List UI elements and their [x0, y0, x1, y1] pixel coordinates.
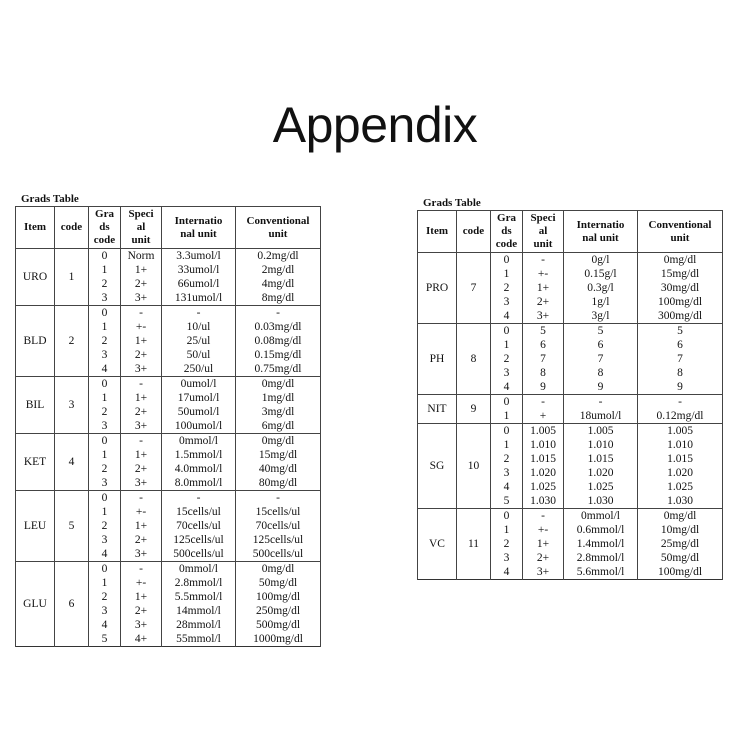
special-unit-cell: -: [523, 253, 564, 268]
item-cell: URO: [16, 249, 55, 306]
conventional-unit-cell: 9: [638, 380, 723, 395]
grads-code-cell: 2: [491, 352, 523, 366]
item-cell: BLD: [16, 306, 55, 377]
international-unit-cell: 3g/l: [564, 309, 638, 324]
table-row: [16, 562, 321, 577]
item-cell: KET: [16, 434, 55, 491]
conventional-unit-cell: 1000mg/dl: [236, 632, 321, 647]
international-unit-cell: 7: [564, 352, 638, 366]
conventional-unit-cell: 1.015: [638, 452, 723, 466]
conventional-unit-cell: 4mg/dl: [236, 277, 321, 291]
code-cell: 8: [457, 324, 491, 395]
international-unit-cell: 131umol/l: [162, 291, 236, 306]
international-unit-cell: 0mmol/l: [162, 434, 236, 449]
conventional-unit-cell: 0mg/dl: [236, 377, 321, 392]
table-row: [16, 377, 321, 392]
grads-code-cell: 3: [89, 476, 121, 491]
special-unit-cell: 2+: [523, 551, 564, 565]
international-unit-cell: 25/ul: [162, 334, 236, 348]
special-unit-cell: 7: [523, 352, 564, 366]
special-unit-cell: 2+: [121, 405, 162, 419]
grads-code-cell: 3: [491, 551, 523, 565]
header-grads-code-line: Gra: [95, 208, 114, 220]
conventional-unit-cell: 3mg/dl: [236, 405, 321, 419]
grads-table-right-wrapper: [417, 197, 723, 580]
conventional-unit-cell: 5: [638, 324, 723, 339]
header-special-unit-line: al: [538, 225, 548, 237]
grads-code-cell: 0: [491, 509, 523, 524]
header-conventional-unit-line: unit: [670, 231, 690, 244]
conventional-unit-cell: 0.08mg/dl: [236, 334, 321, 348]
international-unit-cell: 1.025: [564, 480, 638, 494]
international-unit-cell: 50/ul: [162, 348, 236, 362]
grads-code-cell: 4: [491, 380, 523, 395]
special-unit-cell: -: [121, 306, 162, 321]
international-unit-cell: 0.15g/l: [564, 267, 638, 281]
grads-code-cell: 3: [491, 366, 523, 380]
international-unit-cell: 4.0mmol/l: [162, 462, 236, 476]
grads-code-cell: 4: [89, 618, 121, 632]
conventional-unit-cell: 2mg/dl: [236, 263, 321, 277]
international-unit-cell: 0umol/l: [162, 377, 236, 392]
grads-code-cell: 0: [89, 306, 121, 321]
international-unit-cell: -: [564, 395, 638, 410]
international-unit-cell: 1.4mmol/l: [564, 537, 638, 551]
grads-code-cell: 1: [89, 263, 121, 277]
page-title: Appendix: [272, 97, 478, 153]
special-unit-cell: 8: [523, 366, 564, 380]
grads-code-cell: 3: [491, 466, 523, 480]
international-unit-cell: 1g/l: [564, 295, 638, 309]
special-unit-cell: +-: [121, 320, 162, 334]
conventional-unit-cell: 0mg/dl: [236, 434, 321, 449]
header-special-unit-line: unit: [533, 238, 553, 250]
conventional-unit-cell: 0mg/dl: [236, 562, 321, 577]
header-grads-code: [491, 211, 523, 253]
table-row: [418, 509, 723, 524]
conventional-unit-cell: 8mg/dl: [236, 291, 321, 306]
grads-code-cell: 1: [89, 320, 121, 334]
special-unit-cell: 1.010: [523, 438, 564, 452]
grads-code-cell: 0: [89, 491, 121, 506]
grads-code-cell: 2: [89, 519, 121, 533]
table-row: [16, 491, 321, 506]
special-unit-cell: -: [121, 434, 162, 449]
code-cell: 5: [55, 491, 89, 562]
special-unit-cell: 1+: [523, 537, 564, 551]
international-unit-cell: 0.3g/l: [564, 281, 638, 295]
code-cell: 3: [55, 377, 89, 434]
conventional-unit-cell: 30mg/dl: [638, 281, 723, 295]
header-conventional-unit-line: unit: [268, 227, 288, 240]
grads-table-left: [15, 206, 321, 647]
conventional-unit-cell: 100mg/dl: [638, 565, 723, 580]
international-unit-cell: 1.010: [564, 438, 638, 452]
conventional-unit-cell: 300mg/dl: [638, 309, 723, 324]
header-international-unit-line: nal unit: [180, 227, 217, 240]
header-special-unit-line: unit: [131, 234, 151, 246]
conventional-unit-cell: 0.03mg/dl: [236, 320, 321, 334]
table-row: [16, 434, 321, 449]
grads-code-cell: 1: [491, 267, 523, 281]
grads-code-cell: 2: [89, 462, 121, 476]
conventional-unit-cell: 1.030: [638, 494, 723, 509]
international-unit-cell: 55mmol/l: [162, 632, 236, 647]
conventional-unit-cell: 1.025: [638, 480, 723, 494]
special-unit-cell: 3+: [523, 309, 564, 324]
code-cell: 1: [55, 249, 89, 306]
international-unit-cell: 250/ul: [162, 362, 236, 377]
grads-code-cell: 0: [89, 377, 121, 392]
special-unit-cell: 1+: [121, 448, 162, 462]
special-unit-cell: 2+: [121, 348, 162, 362]
item-cell: BIL: [16, 377, 55, 434]
special-unit-cell: 3+: [121, 291, 162, 306]
conventional-unit-cell: 0.12mg/dl: [638, 409, 723, 424]
special-unit-cell: 1+: [523, 281, 564, 295]
special-unit-cell: 1+: [121, 263, 162, 277]
grads-code-cell: 2: [89, 277, 121, 291]
international-unit-cell: 0mmol/l: [162, 562, 236, 577]
header-item: Item: [16, 207, 55, 249]
header-grads-code-line: code: [495, 238, 518, 250]
international-unit-cell: 6: [564, 338, 638, 352]
conventional-unit-cell: -: [236, 491, 321, 506]
special-unit-cell: -: [121, 491, 162, 506]
grads-table-right: [417, 210, 723, 580]
header-special-unit: [121, 207, 162, 249]
international-unit-cell: 66umol/l: [162, 277, 236, 291]
grads-code-cell: 1: [491, 523, 523, 537]
table-row: [418, 424, 723, 439]
grads-code-cell: 0: [491, 253, 523, 268]
conventional-unit-cell: 0mg/dl: [638, 253, 723, 268]
conventional-unit-cell: 0.2mg/dl: [236, 249, 321, 264]
international-unit-cell: 10/ul: [162, 320, 236, 334]
special-unit-cell: 1.030: [523, 494, 564, 509]
international-unit-cell: 5: [564, 324, 638, 339]
grads-table-left-wrapper: [15, 193, 321, 647]
special-unit-cell: 1.005: [523, 424, 564, 439]
header-international-unit-line: Internatio: [576, 218, 625, 231]
special-unit-cell: Norm: [121, 249, 162, 264]
header-row: [418, 211, 723, 253]
grads-code-cell: 4: [491, 480, 523, 494]
international-unit-cell: 1.005: [564, 424, 638, 439]
grads-code-cell: 0: [491, 395, 523, 410]
header-special-unit-line: Speci: [128, 208, 154, 220]
special-unit-cell: -: [523, 509, 564, 524]
special-unit-cell: 1+: [121, 391, 162, 405]
special-unit-cell: 3+: [121, 476, 162, 491]
conventional-unit-cell: 50mg/dl: [638, 551, 723, 565]
international-unit-cell: 5.6mmol/l: [564, 565, 638, 580]
international-unit-cell: 70cells/ul: [162, 519, 236, 533]
grads-code-cell: 2: [89, 334, 121, 348]
header-international-unit: [162, 207, 236, 249]
special-unit-cell: 2+: [121, 462, 162, 476]
code-cell: 4: [55, 434, 89, 491]
header-grads-code-line: code: [93, 234, 116, 246]
header-international-unit-line: nal unit: [582, 231, 619, 244]
conventional-unit-cell: 80mg/dl: [236, 476, 321, 491]
special-unit-cell: +-: [523, 523, 564, 537]
item-cell: PH: [418, 324, 457, 395]
item-cell: SG: [418, 424, 457, 509]
code-cell: 10: [457, 424, 491, 509]
conventional-unit-cell: 1.010: [638, 438, 723, 452]
conventional-unit-cell: 15mg/dl: [236, 448, 321, 462]
special-unit-cell: 2+: [121, 604, 162, 618]
international-unit-cell: 18umol/l: [564, 409, 638, 424]
conventional-unit-cell: 10mg/dl: [638, 523, 723, 537]
conventional-unit-cell: 15mg/dl: [638, 267, 723, 281]
header-grads-code-line: ds: [501, 225, 512, 237]
conventional-unit-cell: 0.75mg/dl: [236, 362, 321, 377]
international-unit-cell: 500cells/ul: [162, 547, 236, 562]
grads-code-cell: 5: [491, 494, 523, 509]
header-special-unit-line: al: [136, 221, 146, 233]
header-grads-code-line: ds: [99, 221, 110, 233]
conventional-unit-cell: 1.020: [638, 466, 723, 480]
header-conventional-unit: [638, 211, 723, 253]
grads-code-cell: 0: [89, 434, 121, 449]
international-unit-cell: 28mmol/l: [162, 618, 236, 632]
grads-code-cell: 3: [89, 604, 121, 618]
special-unit-cell: 3+: [121, 547, 162, 562]
conventional-unit-cell: 6: [638, 338, 723, 352]
header-conventional-unit-line: Conventional: [648, 218, 712, 231]
header-item: Item: [418, 211, 457, 253]
special-unit-cell: 1+: [121, 519, 162, 533]
header-code: code: [457, 211, 491, 253]
header-code: code: [55, 207, 89, 249]
grads-code-cell: 1: [491, 409, 523, 424]
conventional-unit-cell: 0mg/dl: [638, 509, 723, 524]
table-caption: Grads Table: [423, 197, 481, 209]
grads-code-cell: 2: [89, 405, 121, 419]
international-unit-cell: 8: [564, 366, 638, 380]
conventional-unit-cell: 1mg/dl: [236, 391, 321, 405]
grads-code-cell: 5: [89, 632, 121, 647]
special-unit-cell: 3+: [121, 618, 162, 632]
conventional-unit-cell: 50mg/dl: [236, 576, 321, 590]
grads-code-cell: 1: [491, 438, 523, 452]
conventional-unit-cell: 125cells/ul: [236, 533, 321, 547]
item-cell: VC: [418, 509, 457, 580]
special-unit-cell: +: [523, 409, 564, 424]
special-unit-cell: 2+: [523, 295, 564, 309]
conventional-unit-cell: 0.15mg/dl: [236, 348, 321, 362]
special-unit-cell: 2+: [121, 533, 162, 547]
conventional-unit-cell: 250mg/dl: [236, 604, 321, 618]
header-international-unit: [564, 211, 638, 253]
table-row: [16, 249, 321, 264]
code-cell: 7: [457, 253, 491, 324]
international-unit-cell: 33umol/l: [162, 263, 236, 277]
grads-code-cell: 2: [491, 281, 523, 295]
international-unit-cell: 5.5mmol/l: [162, 590, 236, 604]
grads-code-cell: 4: [491, 565, 523, 580]
code-cell: 11: [457, 509, 491, 580]
grads-code-cell: 3: [89, 419, 121, 434]
grads-code-cell: 1: [89, 505, 121, 519]
special-unit-cell: 3+: [121, 419, 162, 434]
international-unit-cell: 8.0mmol/l: [162, 476, 236, 491]
item-cell: PRO: [418, 253, 457, 324]
header-special-unit-line: Speci: [530, 212, 556, 224]
special-unit-cell: 3+: [121, 362, 162, 377]
conventional-unit-cell: 1.005: [638, 424, 723, 439]
grads-code-cell: 4: [89, 362, 121, 377]
international-unit-cell: 14mmol/l: [162, 604, 236, 618]
grads-code-cell: 1: [89, 391, 121, 405]
grads-code-cell: 0: [491, 324, 523, 339]
grads-code-cell: 3: [89, 348, 121, 362]
table-caption: Grads Table: [21, 193, 79, 205]
table-row: [418, 395, 723, 410]
special-unit-cell: 3+: [523, 565, 564, 580]
item-cell: LEU: [16, 491, 55, 562]
special-unit-cell: -: [121, 377, 162, 392]
grads-code-cell: 2: [491, 452, 523, 466]
code-cell: 6: [55, 562, 89, 647]
special-unit-cell: 4+: [121, 632, 162, 647]
special-unit-cell: 2+: [121, 277, 162, 291]
special-unit-cell: +-: [121, 505, 162, 519]
international-unit-cell: 2.8mmol/l: [564, 551, 638, 565]
table-row: [418, 253, 723, 268]
international-unit-cell: 0mmol/l: [564, 509, 638, 524]
table-row: [16, 306, 321, 321]
international-unit-cell: 125cells/ul: [162, 533, 236, 547]
item-cell: GLU: [16, 562, 55, 647]
special-unit-cell: 1+: [121, 590, 162, 604]
grads-code-cell: 3: [491, 295, 523, 309]
conventional-unit-cell: 100mg/dl: [638, 295, 723, 309]
header-special-unit: [523, 211, 564, 253]
conventional-unit-cell: 8: [638, 366, 723, 380]
header-conventional-unit-line: Conventional: [246, 214, 310, 227]
header-international-unit-line: Internatio: [174, 214, 223, 227]
international-unit-cell: 17umol/l: [162, 391, 236, 405]
conventional-unit-cell: 100mg/dl: [236, 590, 321, 604]
international-unit-cell: -: [162, 306, 236, 321]
special-unit-cell: 6: [523, 338, 564, 352]
special-unit-cell: 1.015: [523, 452, 564, 466]
grads-code-cell: 3: [89, 291, 121, 306]
international-unit-cell: 3.3umol/l: [162, 249, 236, 264]
grads-code-cell: 4: [89, 547, 121, 562]
conventional-unit-cell: 7: [638, 352, 723, 366]
grads-code-cell: 1: [89, 448, 121, 462]
special-unit-cell: +-: [121, 576, 162, 590]
header-row: [16, 207, 321, 249]
header-conventional-unit: [236, 207, 321, 249]
special-unit-cell: +-: [523, 267, 564, 281]
international-unit-cell: 0.6mmol/l: [564, 523, 638, 537]
code-cell: 2: [55, 306, 89, 377]
special-unit-cell: 1.025: [523, 480, 564, 494]
conventional-unit-cell: 25mg/dl: [638, 537, 723, 551]
international-unit-cell: 100umol/l: [162, 419, 236, 434]
international-unit-cell: -: [162, 491, 236, 506]
international-unit-cell: 1.5mmol/l: [162, 448, 236, 462]
international-unit-cell: 1.020: [564, 466, 638, 480]
special-unit-cell: 9: [523, 380, 564, 395]
conventional-unit-cell: -: [638, 395, 723, 410]
special-unit-cell: 1+: [121, 334, 162, 348]
table-row: [418, 324, 723, 339]
international-unit-cell: 9: [564, 380, 638, 395]
grads-code-cell: 0: [89, 562, 121, 577]
conventional-unit-cell: -: [236, 306, 321, 321]
conventional-unit-cell: 15cells/ul: [236, 505, 321, 519]
conventional-unit-cell: 70cells/ul: [236, 519, 321, 533]
header-grads-code-line: Gra: [497, 212, 516, 224]
special-unit-cell: -: [121, 562, 162, 577]
special-unit-cell: 1.020: [523, 466, 564, 480]
international-unit-cell: 15cells/ul: [162, 505, 236, 519]
special-unit-cell: -: [523, 395, 564, 410]
header-grads-code: [89, 207, 121, 249]
code-cell: 9: [457, 395, 491, 424]
conventional-unit-cell: 500mg/dl: [236, 618, 321, 632]
conventional-unit-cell: 500cells/ul: [236, 547, 321, 562]
international-unit-cell: 50umol/l: [162, 405, 236, 419]
grads-code-cell: 0: [491, 424, 523, 439]
grads-code-cell: 2: [491, 537, 523, 551]
special-unit-cell: 5: [523, 324, 564, 339]
conventional-unit-cell: 6mg/dl: [236, 419, 321, 434]
international-unit-cell: 0g/l: [564, 253, 638, 268]
grads-code-cell: 2: [89, 590, 121, 604]
item-cell: NIT: [418, 395, 457, 424]
grads-code-cell: 4: [491, 309, 523, 324]
international-unit-cell: 2.8mmol/l: [162, 576, 236, 590]
grads-code-cell: 0: [89, 249, 121, 264]
international-unit-cell: 1.030: [564, 494, 638, 509]
grads-code-cell: 1: [491, 338, 523, 352]
grads-code-cell: 1: [89, 576, 121, 590]
international-unit-cell: 1.015: [564, 452, 638, 466]
grads-code-cell: 3: [89, 533, 121, 547]
conventional-unit-cell: 40mg/dl: [236, 462, 321, 476]
